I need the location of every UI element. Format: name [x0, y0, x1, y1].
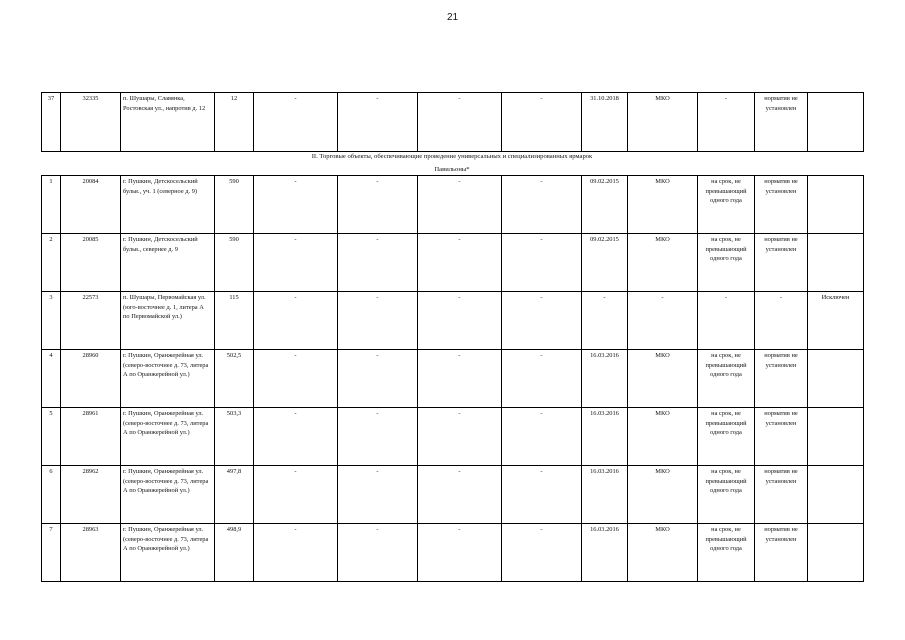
cell-col8: -: [502, 524, 582, 582]
cell-org: МКО: [628, 176, 698, 234]
cell-term: на срок, не превышающий одного года: [698, 466, 755, 524]
table-row: [42, 93, 864, 152]
cell-note: Исключен: [808, 292, 864, 350]
cell-area: 590: [215, 176, 254, 234]
cell-col6: -: [338, 408, 418, 466]
cell-note: [808, 466, 864, 524]
cell-org: МКО: [628, 408, 698, 466]
cell-note: [808, 408, 864, 466]
cell-col8: -: [502, 93, 582, 152]
cell-date: 31.10.2018: [582, 93, 628, 152]
cell-col5: -: [254, 466, 338, 524]
cell-term: -: [698, 292, 755, 350]
cell-number: 7: [42, 524, 61, 582]
cell-area: 115: [215, 292, 254, 350]
cell-col6: -: [338, 524, 418, 582]
cell-id: 22573: [61, 292, 121, 350]
cell-col7: -: [418, 350, 502, 408]
cell-org: МКО: [628, 93, 698, 152]
cell-norm: норматив не установлен: [755, 466, 808, 524]
cell-norm: норматив не установлен: [755, 234, 808, 292]
table-row: [42, 292, 864, 350]
top-table: [41, 92, 864, 152]
cell-address: г. Пушкин, Оранжерейная ул. (северо-восточнее д. 73, литера А по Оранжерейной ул.): [121, 350, 215, 408]
cell-note: [808, 350, 864, 408]
cell-norm: норматив не установлен: [755, 524, 808, 582]
cell-date: -: [582, 292, 628, 350]
cell-col7: -: [418, 524, 502, 582]
table-row: [42, 524, 864, 582]
cell-id: 28960: [61, 350, 121, 408]
cell-date: 16.03.2016: [582, 408, 628, 466]
cell-col6: -: [338, 234, 418, 292]
cell-number: 5: [42, 408, 61, 466]
cell-norm: норматив не установлен: [755, 93, 808, 152]
cell-address: г. Пушкин, Оранжерейная ул. (северо-восточнее д. 73, литера А по Оранжерейной ул.): [121, 408, 215, 466]
cell-col7: -: [418, 466, 502, 524]
table-row: [42, 176, 864, 234]
cell-date: 16.03.2016: [582, 524, 628, 582]
cell-note: [808, 93, 864, 152]
cell-col6: -: [338, 466, 418, 524]
table-row: [42, 466, 864, 524]
cell-norm: норматив не установлен: [755, 176, 808, 234]
cell-col8: -: [502, 292, 582, 350]
cell-number: 3: [42, 292, 61, 350]
cell-col7: -: [418, 408, 502, 466]
cell-col6: -: [338, 350, 418, 408]
cell-col6: -: [338, 176, 418, 234]
cell-date: 16.03.2016: [582, 466, 628, 524]
cell-note: [808, 234, 864, 292]
cell-area: 498,9: [215, 524, 254, 582]
cell-number: 6: [42, 466, 61, 524]
table-row: [42, 234, 864, 292]
cell-org: -: [628, 292, 698, 350]
cell-area: 503,3: [215, 408, 254, 466]
cell-address: г. Пушкин, Детскосельский бульв., севернее д. 9: [121, 234, 215, 292]
cell-col6: -: [338, 93, 418, 152]
cell-area: 502,5: [215, 350, 254, 408]
cell-id: 28962: [61, 466, 121, 524]
cell-number: 1: [42, 176, 61, 234]
cell-col6: -: [338, 292, 418, 350]
cell-number: 2: [42, 234, 61, 292]
cell-id: 28961: [61, 408, 121, 466]
cell-id: 32335: [61, 93, 121, 152]
cell-address: п. Шушары, Славянка, Ростовская ул., напротив д. 12: [121, 93, 215, 152]
cell-date: 09.02.2015: [582, 176, 628, 234]
cell-address: г. Пушкин, Детскосельский бульв., уч. 1 (северное д. 9): [121, 176, 215, 234]
cell-number: 4: [42, 350, 61, 408]
cell-col7: -: [418, 93, 502, 152]
cell-term: -: [698, 93, 755, 152]
cell-term: на срок, не превышающий одного года: [698, 524, 755, 582]
cell-date: 09.02.2015: [582, 234, 628, 292]
cell-col5: -: [254, 350, 338, 408]
subsection-title: Павильоны*: [434, 166, 470, 173]
cell-number: 37: [42, 93, 61, 152]
cell-area: 497,8: [215, 466, 254, 524]
cell-org: МКО: [628, 466, 698, 524]
cell-note: [808, 176, 864, 234]
pavilions-table: [41, 175, 864, 582]
cell-col5: -: [254, 93, 338, 152]
cell-col8: -: [502, 350, 582, 408]
cell-id: 20084: [61, 176, 121, 234]
cell-norm: норматив не установлен: [755, 408, 808, 466]
cell-date: 16.03.2016: [582, 350, 628, 408]
page-number: 21: [446, 12, 459, 23]
cell-col8: -: [502, 408, 582, 466]
cell-col7: -: [418, 176, 502, 234]
cell-org: МКО: [628, 524, 698, 582]
table-row: [42, 408, 864, 466]
cell-note: [808, 524, 864, 582]
cell-term: на срок, не превышающий одного года: [698, 234, 755, 292]
cell-id: 20085: [61, 234, 121, 292]
cell-norm: норматив не установлен: [755, 350, 808, 408]
table-row: [42, 350, 864, 408]
cell-address: п. Шушары, Первомайская ул. (юго-восточнее д. 1, литера А по Первомайской ул.): [121, 292, 215, 350]
cell-col5: -: [254, 408, 338, 466]
cell-col8: -: [502, 176, 582, 234]
cell-org: МКО: [628, 234, 698, 292]
cell-col7: -: [418, 292, 502, 350]
cell-term: на срок, не превышающий одного года: [698, 408, 755, 466]
cell-col5: -: [254, 234, 338, 292]
cell-area: 590: [215, 234, 254, 292]
cell-term: на срок, не превышающий одного года: [698, 176, 755, 234]
cell-id: 28963: [61, 524, 121, 582]
cell-col5: -: [254, 176, 338, 234]
cell-col7: -: [418, 234, 502, 292]
cell-col5: -: [254, 524, 338, 582]
cell-area: 12: [215, 93, 254, 152]
cell-col8: -: [502, 466, 582, 524]
cell-col5: -: [254, 292, 338, 350]
section-title: II. Торговые объекты, обеспечивающие проведение универсальных и специализированных ярмарок: [311, 153, 593, 160]
cell-norm: -: [755, 292, 808, 350]
cell-address: г. Пушкин, Оранжерейная ул. (северо-восточнее д. 73, литера А по Оранжерейной ул.): [121, 466, 215, 524]
cell-address: г. Пушкин, Оранжерейная ул. (северо-восточнее д. 73, литера А по Оранжерейной ул.): [121, 524, 215, 582]
cell-col8: -: [502, 234, 582, 292]
cell-org: МКО: [628, 350, 698, 408]
cell-term: на срок, не превышающий одного года: [698, 350, 755, 408]
